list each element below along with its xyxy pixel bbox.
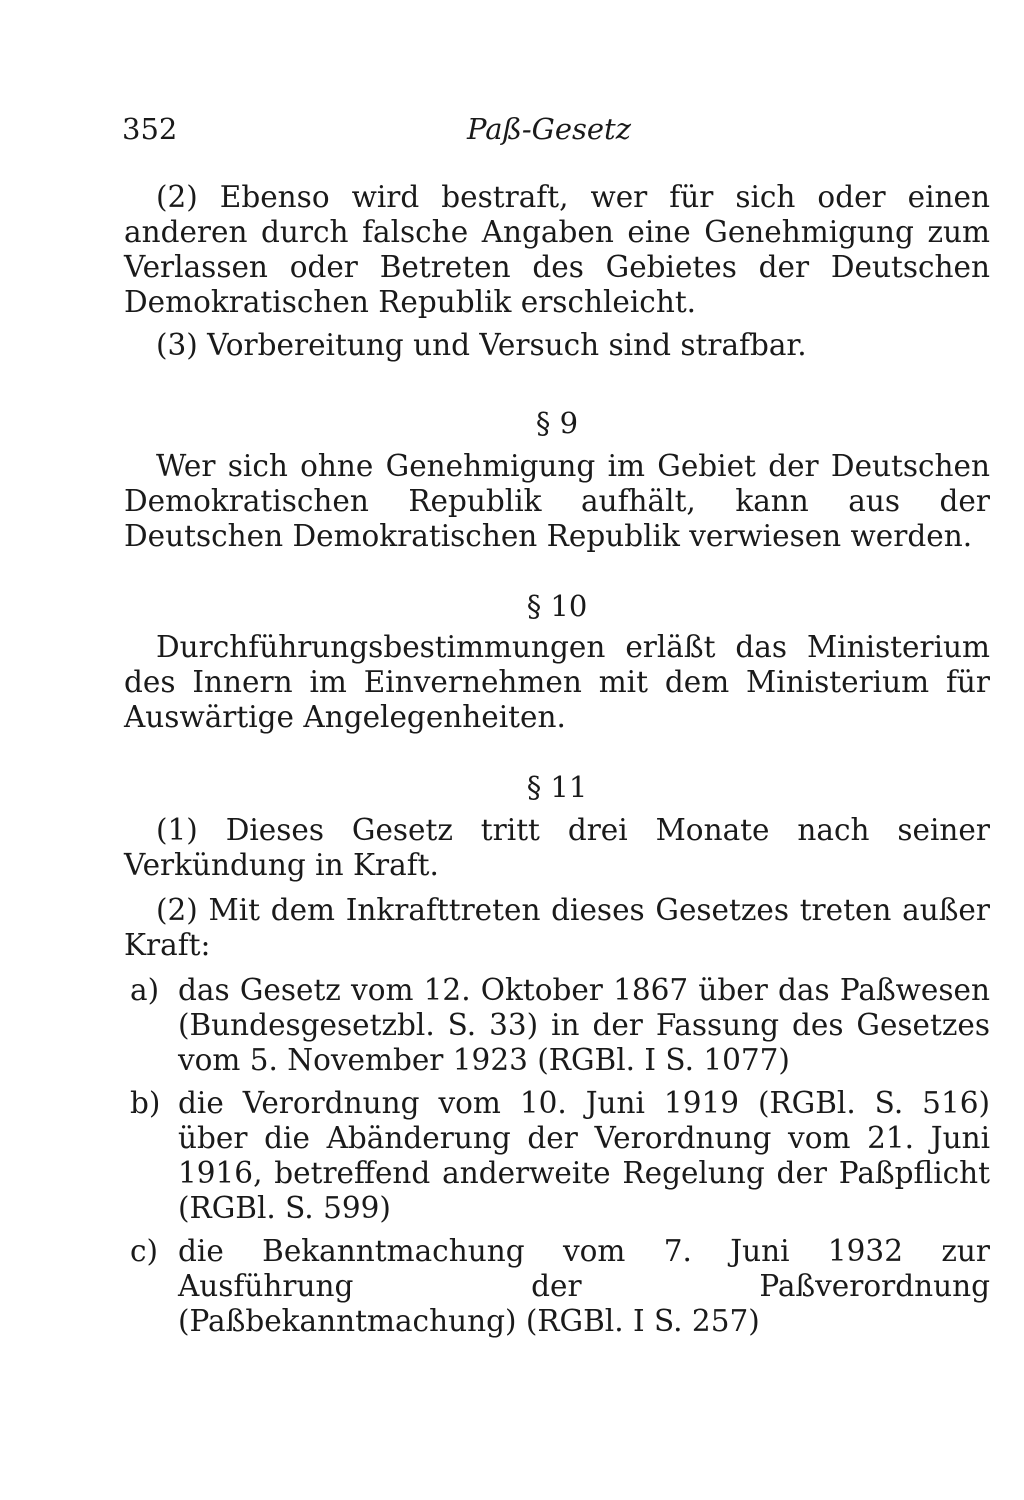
paragraph-8-3: (3) Vorbereitung und Versuch sind strafbar. xyxy=(156,328,807,362)
section-10-text: Durchführungsbestimmungen erläßt das Ministerium des Innern im Einvernehmen mit dem Ministerium für Auswärtige Angelegenheiten. xyxy=(124,630,990,734)
list-marker: b) xyxy=(130,1086,161,1120)
list-item-text: die Verordnung vom 10. Juni 1919 (RGBl. S. 516) über die Abänderung der Verordnung vom 21. Juni 1916, betreffend anderweite Regelung der Paßpflicht (RGBl. S. 599) xyxy=(178,1086,990,1225)
body-text xyxy=(124,180,990,1347)
list-marker: a) xyxy=(130,973,160,1007)
list-item-text: die Bekanntmachung vom 7. Juni 1932 zur Ausführung der Paßverordnung (Paßbekanntmachung) (RGBl. I S. 257) xyxy=(178,1234,990,1338)
list-item-text: das Gesetz vom 12. Oktober 1867 über das Paßwesen (Bundesgesetzbl. S. 33) in der Fassung des Gesetzes vom 5. November 1923 (RGBl. I S. 1077) xyxy=(178,973,990,1077)
list-item xyxy=(124,1086,990,1226)
page-header xyxy=(122,112,992,152)
section-11-heading: § 11 xyxy=(526,770,588,804)
repealed-laws-list xyxy=(124,973,990,1339)
section-9-heading: § 9 xyxy=(535,406,579,440)
list-marker: c) xyxy=(130,1234,159,1268)
running-title: Paß-Gesetz xyxy=(467,112,631,146)
section-11-paragraph-1: (1) Dieses Gesetz tritt drei Monate nach seiner Verkündung in Kraft. xyxy=(124,813,990,882)
paragraph-8-2: (2) Ebenso wird bestraft, wer für sich oder einen anderen durch falsche Angaben eine Genehmigung zum Verlassen oder Betreten des Gebietes der Deutschen Demokratischen Republik erschleicht. xyxy=(124,180,990,319)
section-9-text: Wer sich ohne Genehmigung im Gebiet der Deutschen Demokratischen Republik aufhält, kann aus der Deutschen Demokratischen Republik verwiesen werden. xyxy=(124,449,990,553)
section-10-heading: § 10 xyxy=(526,589,588,623)
page-number: 352 xyxy=(122,112,178,146)
section-11-paragraph-2: (2) Mit dem Inkrafttreten dieses Gesetzes treten außer Kraft: xyxy=(124,893,990,962)
list-item xyxy=(124,973,990,1078)
list-item xyxy=(124,1234,990,1339)
